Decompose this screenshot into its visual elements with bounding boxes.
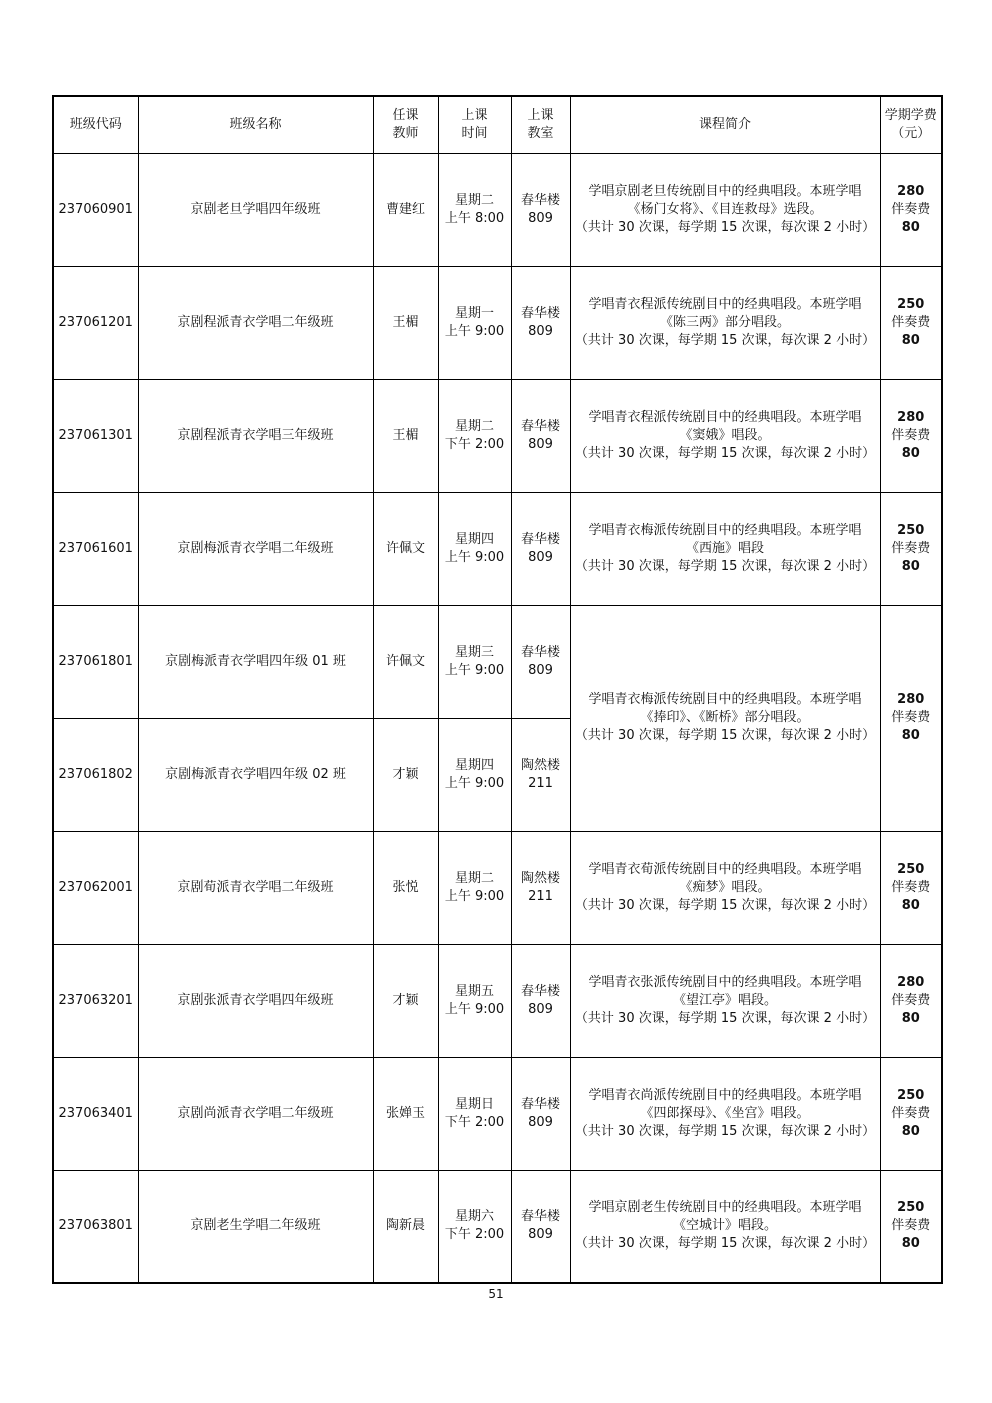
tuition-fee: 280 伴奏费 80 (880, 944, 942, 1057)
classroom: 陶然楼 211 (511, 718, 570, 831)
table-row (53, 831, 942, 944)
class-time: 星期五 上午 9:00 (438, 944, 511, 1057)
header-time: 上课 时间 (438, 96, 511, 153)
teacher: 张婵玉 (373, 1057, 438, 1170)
classroom: 春华楼 809 (511, 492, 570, 605)
class-name: 京剧荀派青衣学唱二年级班 (138, 831, 373, 944)
table-row (53, 153, 942, 266)
class-time: 星期二 下午 2:00 (438, 379, 511, 492)
class-time: 星期六 下午 2:00 (438, 1170, 511, 1283)
class-time: 星期日 下午 2:00 (438, 1057, 511, 1170)
classroom: 春华楼 809 (511, 1170, 570, 1283)
teacher: 许佩文 (373, 605, 438, 718)
teacher: 王楣 (373, 379, 438, 492)
teacher: 才颖 (373, 944, 438, 1057)
tuition-fee: 250 伴奏费 80 (880, 1057, 942, 1170)
class-time: 星期二 上午 8:00 (438, 153, 511, 266)
course-description: 学唱京剧老旦传统剧目中的经典唱段。本班学唱 《杨门女将》、《目连救母》选段。 （共计 30 次课，每学期 15 次课，每次课 2 小时） (570, 153, 880, 266)
class-code: 237061601 (53, 492, 138, 605)
class-name: 京剧尚派青衣学唱二年级班 (138, 1057, 373, 1170)
header-teacher: 任课 教师 (373, 96, 438, 153)
header-room: 上课 教室 (511, 96, 570, 153)
course-description: 学唱青衣程派传统剧目中的经典唱段。本班学唱 《窦娥》唱段。 （共计 30 次课，每学期 15 次课，每次课 2 小时） (570, 379, 880, 492)
course-description: 学唱青衣荀派传统剧目中的经典唱段。本班学唱 《痴梦》唱段。 （共计 30 次课，每学期 15 次课，每次课 2 小时） (570, 831, 880, 944)
classroom: 春华楼 809 (511, 266, 570, 379)
classroom: 春华楼 809 (511, 153, 570, 266)
classroom: 春华楼 809 (511, 944, 570, 1057)
tuition-fee: 280 伴奏费 80 (880, 605, 942, 831)
page-number: 51 (488, 1287, 504, 1301)
table-row (53, 266, 942, 379)
class-code: 237060901 (53, 153, 138, 266)
tuition-fee: 250 伴奏费 80 (880, 266, 942, 379)
course-description: 学唱青衣张派传统剧目中的经典唱段。本班学唱 《望江亭》唱段。 （共计 30 次课，每学期 15 次课，每次课 2 小时） (570, 944, 880, 1057)
classroom: 春华楼 809 (511, 1057, 570, 1170)
course-description: 学唱青衣尚派传统剧目中的经典唱段。本班学唱 《四郎探母》、《坐宫》唱段。 （共计 30 次课，每学期 15 次课，每次课 2 小时） (570, 1057, 880, 1170)
course-description: 学唱青衣梅派传统剧目中的经典唱段。本班学唱 《捧印》、《断桥》部分唱段。 （共计 30 次课，每学期 15 次课，每次课 2 小时） (570, 605, 880, 831)
teacher: 陶新晨 (373, 1170, 438, 1283)
class-code: 237063201 (53, 944, 138, 1057)
header-row (53, 96, 942, 153)
header-fee: 学期学费 （元） (880, 96, 942, 153)
classroom: 陶然楼 211 (511, 831, 570, 944)
class-name: 京剧程派青衣学唱三年级班 (138, 379, 373, 492)
course-table (52, 95, 943, 1284)
class-name: 京剧老旦学唱四年级班 (138, 153, 373, 266)
class-code: 237063801 (53, 1170, 138, 1283)
class-name: 京剧张派青衣学唱四年级班 (138, 944, 373, 1057)
class-time: 星期一 上午 9:00 (438, 266, 511, 379)
tuition-fee: 250 伴奏费 80 (880, 1170, 942, 1283)
class-name: 京剧程派青衣学唱二年级班 (138, 266, 373, 379)
table-row (53, 492, 942, 605)
course-description: 学唱青衣程派传统剧目中的经典唱段。本班学唱 《陈三两》部分唱段。 （共计 30 次课，每学期 15 次课，每次课 2 小时） (570, 266, 880, 379)
class-code: 237062001 (53, 831, 138, 944)
class-name: 京剧老生学唱二年级班 (138, 1170, 373, 1283)
table-row (53, 1057, 942, 1170)
class-code: 237061201 (53, 266, 138, 379)
teacher: 曹建红 (373, 153, 438, 266)
classroom: 春华楼 809 (511, 379, 570, 492)
table-row (53, 605, 942, 718)
teacher: 才颖 (373, 718, 438, 831)
class-code: 237061301 (53, 379, 138, 492)
class-code: 237063401 (53, 1057, 138, 1170)
tuition-fee: 250 伴奏费 80 (880, 492, 942, 605)
tuition-fee: 280 伴奏费 80 (880, 153, 942, 266)
class-code: 237061802 (53, 718, 138, 831)
class-name: 京剧梅派青衣学唱四年级 02 班 (138, 718, 373, 831)
table-row (53, 379, 942, 492)
class-time: 星期四 上午 9:00 (438, 492, 511, 605)
class-time: 星期四 上午 9:00 (438, 718, 511, 831)
teacher: 王楣 (373, 266, 438, 379)
teacher: 许佩文 (373, 492, 438, 605)
tuition-fee: 280 伴奏费 80 (880, 379, 942, 492)
teacher: 张悦 (373, 831, 438, 944)
class-name: 京剧梅派青衣学唱四年级 01 班 (138, 605, 373, 718)
classroom: 春华楼 809 (511, 605, 570, 718)
header-code: 班级代码 (53, 96, 138, 153)
course-description: 学唱青衣梅派传统剧目中的经典唱段。本班学唱 《西施》唱段 （共计 30 次课，每学期 15 次课，每次课 2 小时） (570, 492, 880, 605)
table-row (53, 1170, 942, 1283)
course-description: 学唱京剧老生传统剧目中的经典唱段。本班学唱 《空城计》唱段。 （共计 30 次课，每学期 15 次课，每次课 2 小时） (570, 1170, 880, 1283)
tuition-fee: 250 伴奏费 80 (880, 831, 942, 944)
class-time: 星期三 上午 9:00 (438, 605, 511, 718)
class-name: 京剧梅派青衣学唱二年级班 (138, 492, 373, 605)
class-time: 星期二 上午 9:00 (438, 831, 511, 944)
header-name: 班级名称 (138, 96, 373, 153)
class-code: 237061801 (53, 605, 138, 718)
header-desc: 课程简介 (570, 96, 880, 153)
table-row (53, 944, 942, 1057)
